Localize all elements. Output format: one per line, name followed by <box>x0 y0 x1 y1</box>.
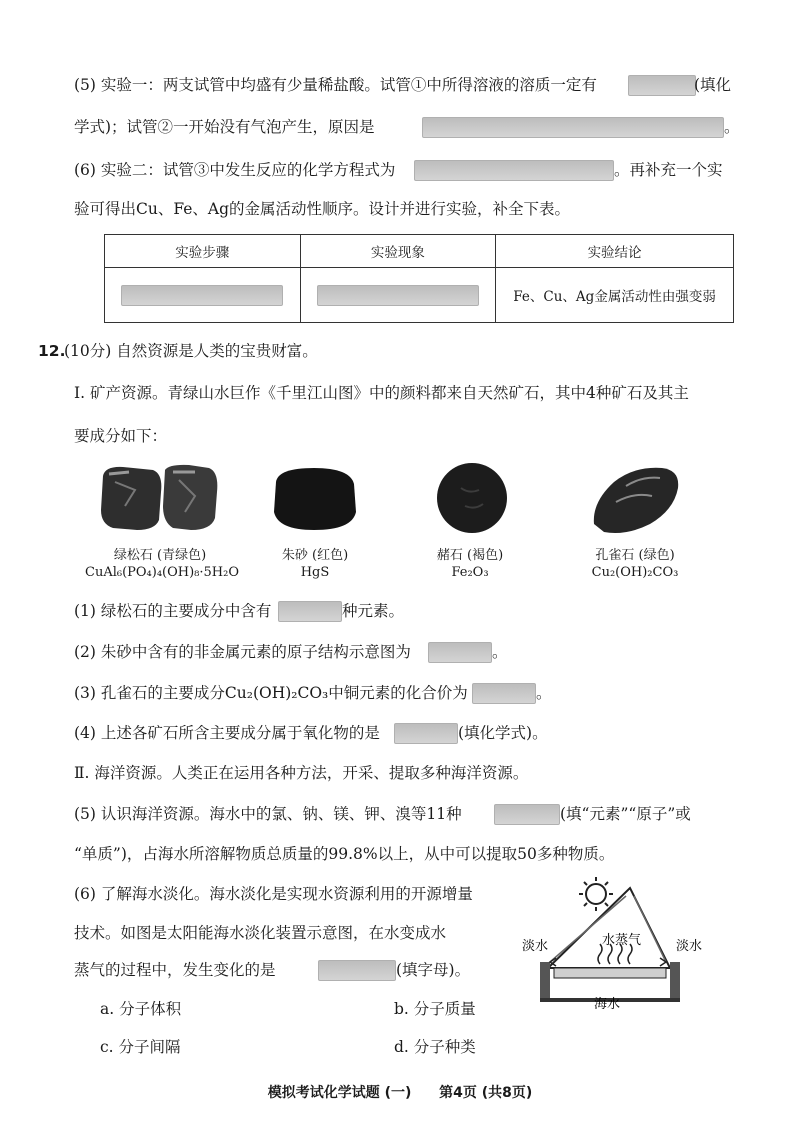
table-header-steps: 实验步骤 <box>105 235 301 268</box>
table-blank-steps[interactable] <box>121 285 283 306</box>
condensation-right <box>634 896 666 962</box>
q12-s5-blank[interactable] <box>494 804 560 825</box>
footer-page-number: 第4页 (共8页) <box>439 1085 533 1101</box>
q12-s6-text-b: 技术。如图是太阳能海水淡化装置示意图，在水变成水 <box>74 924 447 942</box>
option-a[interactable]: a. 分子体积 <box>100 1000 182 1018</box>
vapor-label: 水蒸气 <box>602 933 642 948</box>
table-cell-steps <box>105 268 301 323</box>
q5-blank-1[interactable] <box>628 75 696 96</box>
malachite-formula: Cu₂(OH)₂CO₃ <box>591 565 679 580</box>
table-cell-conclusion: Fe、Cu、Ag金属活动性由强变弱 <box>496 268 734 323</box>
q12-s4-blank[interactable] <box>394 723 458 744</box>
q6-text-c: 验可得出Cu、Fe、Ag的金属活动性顺序。设计并进行实验，补全下表。 <box>74 200 571 218</box>
q12-s6-text-a: (6) 了解海水淡化。海水淡化是实现水资源利用的开源增量 <box>74 885 473 903</box>
q12-s5-text-c: “单质”)，占海水所溶解物质总质量的99.8%以上，从中可以提取50多种物质。 <box>74 845 615 863</box>
page-footer <box>0 1082 800 1102</box>
q12-s4-text-b: (填化学式)。 <box>458 724 548 742</box>
ochre-name: 赭石 (褐色) <box>436 548 504 563</box>
solar-desalination-diagram <box>520 874 720 1014</box>
malachite-name: 孔雀石 (绿色) <box>595 548 675 563</box>
q12-part1-text-2: 要成分如下： <box>74 427 168 445</box>
table-blank-phenomena[interactable] <box>317 285 479 306</box>
q5-blank-2[interactable] <box>422 117 724 138</box>
experiment-table <box>104 234 734 323</box>
q12-part1-text-1: Ⅰ. 矿产资源。青绿山水巨作《千里江山图》中的颜料都来自天然矿石，其中4种矿石及其主 <box>74 384 689 402</box>
q12-s3-blank[interactable] <box>472 683 536 704</box>
table-cell-phenomena <box>300 268 496 323</box>
option-c[interactable]: c. 分子间隔 <box>100 1038 181 1056</box>
q12-s6-text-d: (填字母)。 <box>396 961 471 979</box>
footer-title: 模拟考试化学试题 (一) <box>267 1085 412 1101</box>
ochre-image <box>405 462 535 534</box>
q12-s1-text-b: 种元素。 <box>342 602 405 620</box>
mineral-malachite <box>560 462 710 580</box>
option-b[interactable]: b. 分子质量 <box>394 1000 476 1018</box>
cinnabar-image <box>250 462 380 534</box>
q5-text-b: (填化 <box>694 76 732 94</box>
turquoise-image <box>95 462 225 534</box>
q12-intro: (10分) 自然资源是人类的宝贵财富。 <box>64 342 318 360</box>
q12-s5-text-a: (5) 认识海洋资源。海水中的氯、钠、镁、钾、溴等11种 <box>74 805 462 823</box>
left-wall <box>540 962 550 1000</box>
fresh-water-right-label: 淡水 <box>676 939 703 954</box>
q12-s2-blank[interactable] <box>428 642 492 663</box>
q12-part2-text: Ⅱ. 海洋资源。人类正在运用各种方法，开采、提取多种海洋资源。 <box>74 764 529 782</box>
q12-s5-text-b: (填“元素”“原子”或 <box>560 805 691 823</box>
table-header-conclusion: 实验结论 <box>496 235 734 268</box>
seawater-pool <box>554 968 666 978</box>
q6-blank[interactable] <box>414 160 614 181</box>
q5-text-a: (5) 实验一：两支试管中均盛有少量稀盐酸。试管①中所得溶液的溶质一定有 <box>74 76 597 94</box>
q5-text-d: 。 <box>724 118 740 136</box>
table-header-phenomena: 实验现象 <box>300 235 496 268</box>
sun-icon <box>579 877 613 911</box>
q6-text-b: 。再补充一个实 <box>614 161 723 179</box>
q6-text-a: (6) 实验二：试管③中发生反应的化学方程式为 <box>74 161 396 179</box>
q12-number: 12. <box>38 342 66 360</box>
fresh-water-left-label: 淡水 <box>522 939 549 954</box>
option-d[interactable]: d. 分子种类 <box>394 1038 476 1056</box>
q12-s3-text-a: (3) 孔雀石的主要成分Cu₂(OH)₂CO₃中铜元素的化合价为 <box>74 684 468 702</box>
q12-s3-text-b: 。 <box>536 684 552 702</box>
ochre-formula: Fe₂O₃ <box>451 565 489 580</box>
q12-s4-text-a: (4) 上述各矿石所含主要成分属于氧化物的是 <box>74 724 380 742</box>
q12-s6-blank[interactable] <box>318 960 396 981</box>
mineral-turquoise <box>85 462 240 580</box>
turquoise-name: 绿松石 (青绿色) <box>113 548 207 563</box>
cinnabar-formula: HgS <box>300 565 330 580</box>
q12-s1-blank[interactable] <box>278 601 342 622</box>
mineral-cinnabar <box>240 462 390 580</box>
cinnabar-name: 朱砂 (红色) <box>281 548 349 563</box>
mineral-ochre <box>395 462 545 580</box>
right-wall <box>670 962 680 1000</box>
q12-s2-text-b: 。 <box>492 643 508 661</box>
seawater-label: 海水 <box>594 997 621 1012</box>
turquoise-formula: CuAl₆(PO₄)₄(OH)₈·5H₂O <box>85 565 240 580</box>
condensation-left <box>550 896 626 962</box>
q12-s2-text-a: (2) 朱砂中含有的非金属元素的原子结构示意图为 <box>74 643 411 661</box>
q12-s6-text-c: 蒸气的过程中，发生变化的是 <box>74 961 276 979</box>
q5-text-c: 学式)；试管②一开始没有气泡产生，原因是 <box>74 118 375 136</box>
q12-s1-text-a: (1) 绿松石的主要成分中含有 <box>74 602 272 620</box>
malachite-image <box>570 462 700 534</box>
